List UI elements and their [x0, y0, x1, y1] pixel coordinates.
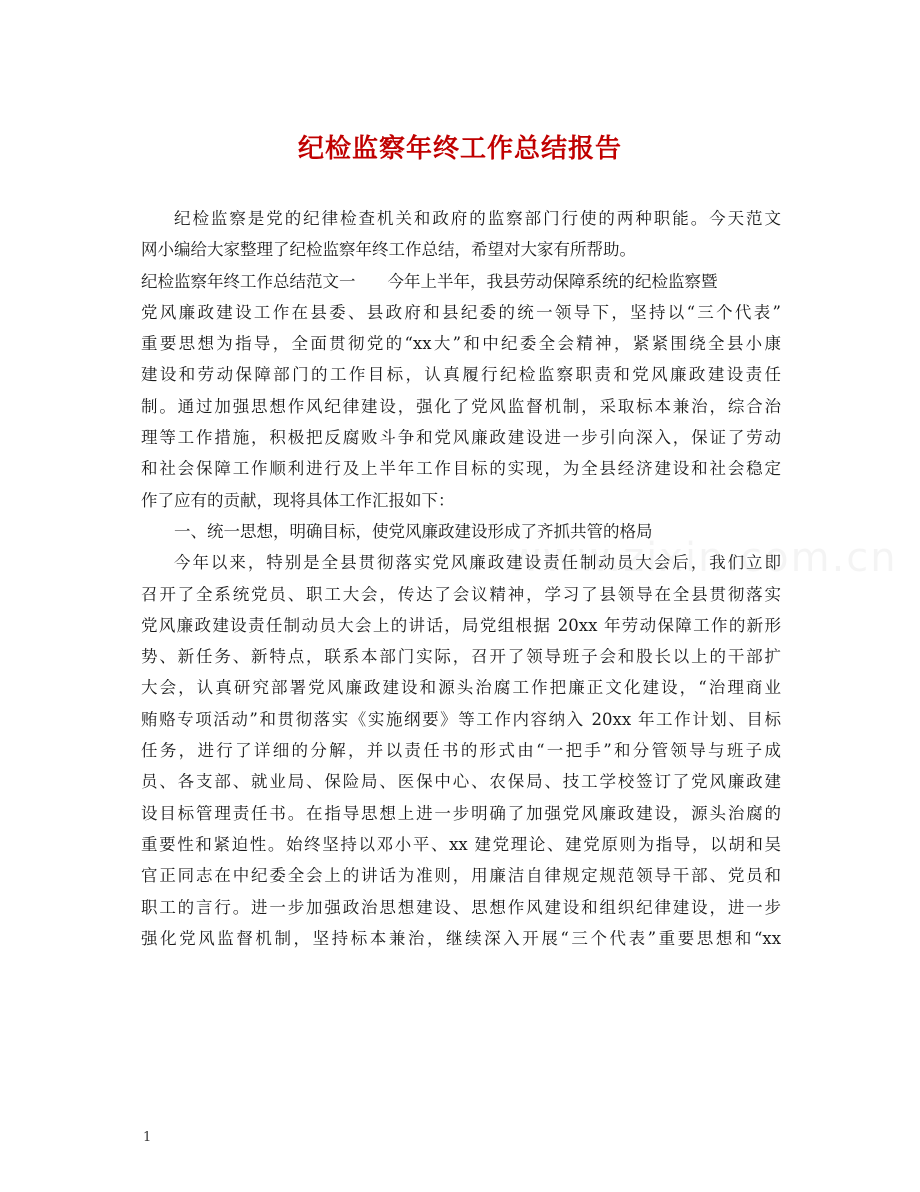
text-line: 官正同志在中纪委全会上的讲话为准则，用廉洁自律规定规范领导干部、党员和: [141, 866, 781, 886]
text-line: 制。通过加强思想作风纪律建设，强化了党风监督机制，采取标本兼治，综合治: [141, 396, 781, 416]
text-line: 重要思想为指导，全面贯彻党的“xx大”和中纪委全会精神，紧紧围绕全县小康: [141, 334, 781, 354]
page-number: 1: [143, 1130, 152, 1145]
text-line: 理等工作措施，积极把反腐败斗争和党风廉政建设进一步引向深入，保证了劳动: [141, 428, 781, 448]
text-line: 贿赂专项活动”和贯彻落实《实施纲要》等工作内容纳入 20xx 年工作计划、目标: [141, 709, 781, 729]
text-line: 一、统一思想，明确目标，使党风廉政建设形成了齐抓共管的格局: [174, 521, 653, 541]
text-line: 网小编给大家整理了纪检监察年终工作总结，希望对大家有所帮助。: [141, 240, 636, 260]
text-line: 职工的言行。进一步加强政治思想建设、思想作风建设和组织纪律建设，进一步: [141, 897, 781, 917]
text-line: 召开了全系统党员、职工大会，传达了会议精神，学习了县领导在全县贯彻落实: [141, 584, 781, 604]
text-line: [141, 266, 781, 297]
text-line: 党风廉政建设工作在县委、县政府和县纪委的统一领导下，坚持以“三个代表”: [141, 302, 781, 322]
text-line: 纪检监察是党的纪律检查机关和政府的监察部门行使的两种职能。今天范文: [174, 209, 781, 228]
text-line: 重要性和紧迫性。始终坚持以邓小平、xx 建党理论、建党原则为指导，以胡和吴: [141, 834, 781, 854]
text-line: 今年以来，特别是全县贯彻落实党风廉政建设责任制动员大会后，我们立即: [174, 553, 781, 573]
document-title: 纪检监察年终工作总结报告: [297, 134, 622, 164]
text-line: 任务，进行了详细的分解，并以责任书的形式由“一把手”和分管领导与班子成: [141, 741, 781, 761]
text-line: 大会，认真研究部署党风廉政建设和源头治腐工作把廉正文化建设，“治理商业: [141, 678, 781, 698]
text-line: 势、新任务、新特点，联系本部门实际，召开了领导班子会和股长以上的干部扩: [141, 647, 781, 667]
text-line: 党风廉政建设责任制动员大会上的讲话，局党组根据 20xx 年劳动保障工作的新形: [141, 615, 781, 635]
section-heading-inline: 纪检监察年终工作总结范文一: [141, 271, 356, 291]
text-line: 强化党风监督机制，坚持标本兼治，继续深入开展“三个代表”重要思想和“xx: [141, 928, 781, 948]
text-line-continuation: 今年上半年，我县劳动保障系统的纪检监察暨: [387, 271, 718, 291]
text-line: 设目标管理责任书。在指导思想上进一步明确了加强党风廉政建设，源头治腐的: [141, 803, 781, 823]
text-line: 建设和劳动保障部门的工作目标，认真履行纪检监察职责和党风廉政建设责任: [141, 365, 781, 385]
text-line: 作了应有的贡献，现将具体工作汇报如下：: [141, 490, 455, 510]
document-body: [141, 203, 781, 954]
text-line: 员、各支部、就业局、保险局、医保中心、农保局、技工学校签订了党风廉政建: [141, 772, 781, 792]
text-line: 和社会保障工作顺利进行及上半年工作目标的实现，为全县经济建设和社会稳定: [141, 459, 781, 479]
